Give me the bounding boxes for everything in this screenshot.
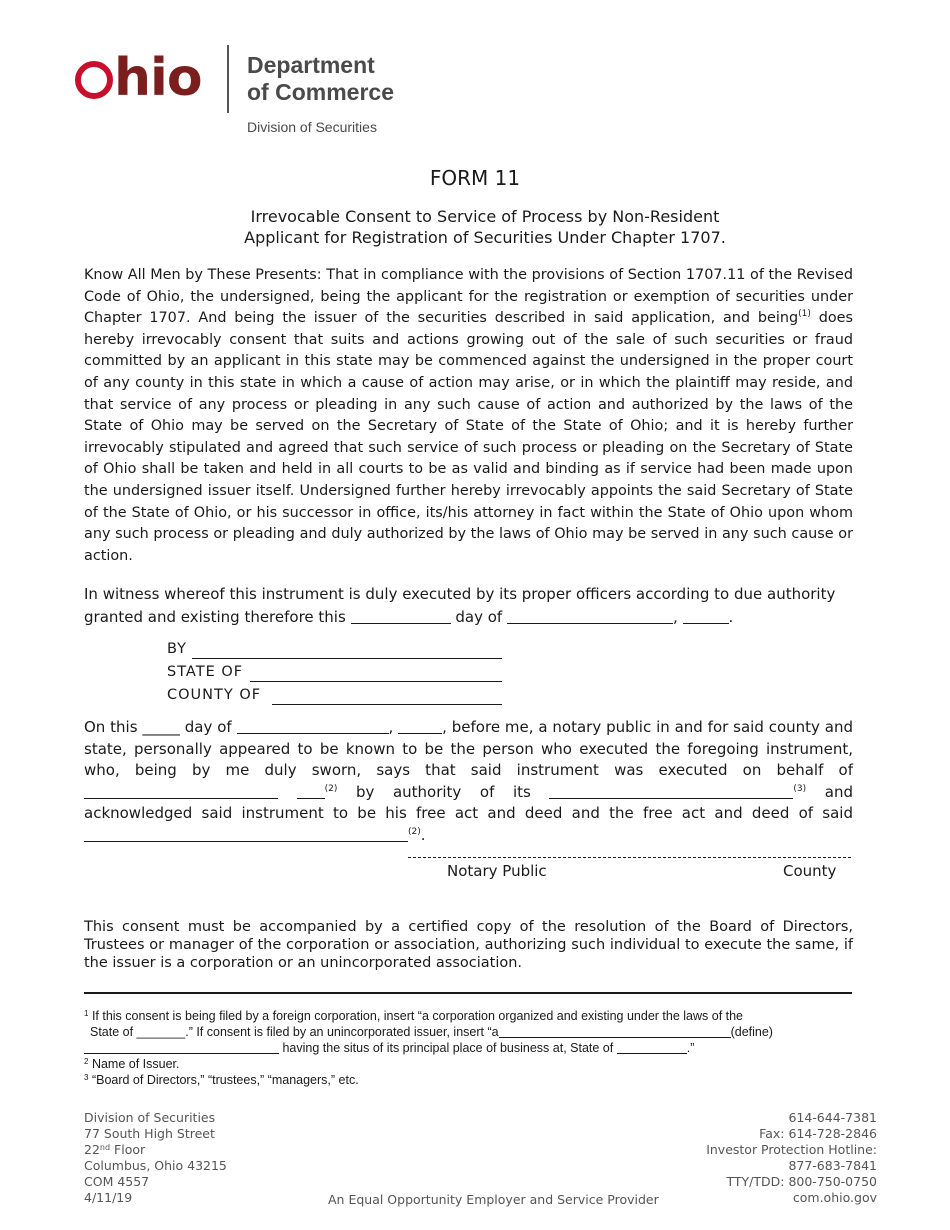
notary-year-blank[interactable]: [398, 719, 442, 734]
ohio-logo-o-ring: [75, 61, 113, 99]
board-blank[interactable]: [549, 784, 793, 799]
issuer-blank-2[interactable]: [84, 827, 408, 842]
footer-floor: [84, 1142, 227, 1158]
county-label: County: [783, 862, 837, 880]
notary-public-label: Notary Public: [447, 862, 547, 880]
month-blank[interactable]: [507, 609, 673, 624]
footnote-2: [84, 1056, 854, 1072]
form-subtitle-line2: Applicant for Registration of Securities Under Chapter 1707.: [244, 228, 726, 247]
state-of-label: STATE OF: [167, 664, 244, 680]
footnote-1-number: 1: [84, 1009, 89, 1018]
witness-comma: ,: [672, 608, 678, 626]
footer-contact: [706, 1110, 877, 1206]
by-line[interactable]: [192, 646, 502, 659]
footnote-divider: [84, 992, 852, 994]
footnote-2-text: Name of Issuer.: [91, 1057, 180, 1071]
footer-floor-suffix: nd: [99, 1143, 111, 1152]
footnote-define-blank[interactable]: [499, 1027, 731, 1038]
footnote-3: [84, 1072, 854, 1088]
witness-clause: [84, 583, 864, 629]
footer-date: 4/11/19: [84, 1190, 133, 1205]
form-subtitle-line1: Irrevocable Consent to Service of Process by Non-Resident: [250, 207, 720, 226]
footer-tty: TTY/TDD: 800-750-0750: [726, 1174, 877, 1189]
footer-city: Columbus, Ohio 43215: [84, 1158, 227, 1173]
footer-floor-number: 22: [84, 1142, 100, 1157]
witness-text-b: day of: [455, 608, 503, 626]
footer-phone: 614-644-7381: [788, 1110, 877, 1125]
notary-text-a: On this _____ day of: [84, 718, 232, 736]
notary-text-e: and acknowledged said instrument to be his free act and deed and the free act and deed of said: [84, 782, 853, 822]
notary-text-c: , before me, a notary public in and for said county and state, personally appeared to be known to be the person who executed the foregoing instrument, who, being by me duly sworn, says that said instrument was executed on behalf of: [84, 718, 853, 779]
department-name: [247, 52, 394, 106]
body-text-part1: Know All Men by These Presents: That in compliance with the provisions of Section 1707.11 of the Revised Code of Ohio, the undersigned, being the applicant for the registration or exemption of securities under Chapter 1707. And being the issuer of the securities described in said application, and being: [84, 267, 853, 327]
logo-divider: [227, 45, 229, 113]
footnotes: [84, 1008, 854, 1088]
footer-division: Division of Securities: [84, 1110, 216, 1125]
notary-period: .: [420, 825, 426, 844]
issuer-blank-1b[interactable]: [297, 784, 325, 799]
body-text-part2: does hereby irrevocably consent that suits and actions growing out of the sale of such securities or fraud committed by an applicant in this state may be commenced against the undersigned in the proper court of any county in this state in which a cause of action may arise, or in which the plaintiff may reside, and that service of any process or pleading in any such cause of action and authorized by the laws of the State of Ohio may be served on the Secretary of State of the State of Ohio; and it is hereby further irrevocably stipulated and agreed that such service of such process or pleading on the Secretary of State of Ohio shall be taken and held in all courts to be as valid and binding as if service had been made upon the undersigned issuer itself. Undersigned further hereby irrevocably appoints the said Secretary of State of the State of Ohio, or his successor in office, its/his attorney in fact within the State of Ohio upon whom any such process or pleading and duly authorized by the laws of Ohio may be served in any such cause or action.: [84, 310, 853, 564]
year-blank[interactable]: [683, 609, 729, 624]
footer-fax: Fax: 614-728-2846: [759, 1126, 877, 1141]
consent-body-paragraph: [84, 265, 853, 567]
footnote-ref-2b: (2): [408, 826, 421, 837]
resolution-requirement-text: This consent must be accompanied by a certified copy of the resolution of the Board of Directors, Trustees or manager of the corporation or association, authorizing such individual to execute the same, if the issuer is a corporation or an unincorporated association.: [84, 919, 853, 971]
department-line2: of Commerce: [247, 79, 394, 105]
footnote-1-text-d: having the situs of its principal place of business at, State of: [282, 1041, 614, 1055]
notary-paragraph: [84, 717, 853, 846]
witness-line2: [84, 606, 864, 629]
footnote-ref-1: (1): [798, 309, 811, 320]
day-blank[interactable]: [351, 609, 451, 624]
ohio-logo: [75, 48, 202, 108]
footnote-state-blank[interactable]: [617, 1043, 687, 1054]
footer-form-code: COM 4557: [84, 1174, 150, 1189]
footnote-3-number: 3: [84, 1073, 89, 1082]
witness-text-a: granted and existing therefore this: [84, 608, 346, 626]
form-title: FORM 11: [429, 166, 521, 190]
footnote-3-text: “Board of Directors,” “trustees,” “managers,” etc.: [91, 1073, 359, 1087]
footer-hotline-label: Investor Protection Hotline:: [706, 1142, 877, 1157]
notary-month-blank[interactable]: [237, 719, 389, 734]
notary-comma: ,: [388, 718, 394, 736]
footnote-1-text-a: If this consent is being filed by a foreign corporation, insert “a corporation organized and existing under the laws of the: [91, 1009, 744, 1023]
footnote-1-text-b: State of _______.” If consent is filed by an unincorporated issuer, insert “a: [90, 1025, 499, 1039]
footnote-ref-2a: (2): [324, 783, 338, 794]
footnote-1-line3: [84, 1040, 854, 1056]
by-label: BY: [167, 641, 188, 657]
county-of-label: COUNTY OF: [167, 687, 262, 703]
footnote-ref-3: (3): [793, 783, 807, 794]
county-of-line[interactable]: [272, 692, 502, 705]
issuer-blank-1[interactable]: [84, 784, 278, 799]
ohio-logo-text: hio: [114, 48, 202, 108]
footnote-2-number: 2: [84, 1057, 89, 1066]
state-of-line[interactable]: [250, 669, 502, 682]
footer-website[interactable]: com.ohio.gov: [792, 1190, 877, 1205]
footnote-1-text-e: .”: [686, 1041, 695, 1055]
footer-equal-opportunity: An Equal Opportunity Employer and Service Provider: [328, 1192, 659, 1207]
footer-hotline-number: 877-683-7841: [788, 1158, 877, 1173]
notary-text-d: by authority of its: [337, 782, 531, 801]
form-subtitle: [0, 206, 950, 248]
division-name: Division of Securities: [247, 119, 377, 135]
notary-signature-line[interactable]: [408, 843, 851, 858]
footnote-issuer-blank[interactable]: [84, 1043, 279, 1054]
footer-floor-word: Floor: [110, 1142, 146, 1157]
department-line1: Department: [247, 52, 375, 78]
footer-address: [84, 1110, 227, 1206]
footnote-1-define: (define): [730, 1025, 773, 1039]
witness-period: .: [728, 608, 734, 626]
footnote-1-line2: [84, 1024, 854, 1040]
footer-street: 77 South High Street: [84, 1126, 215, 1141]
footnote-1-line1: [84, 1008, 854, 1024]
witness-line1: In witness whereof this instrument is duly executed by its proper officers according to due authority: [84, 585, 836, 603]
